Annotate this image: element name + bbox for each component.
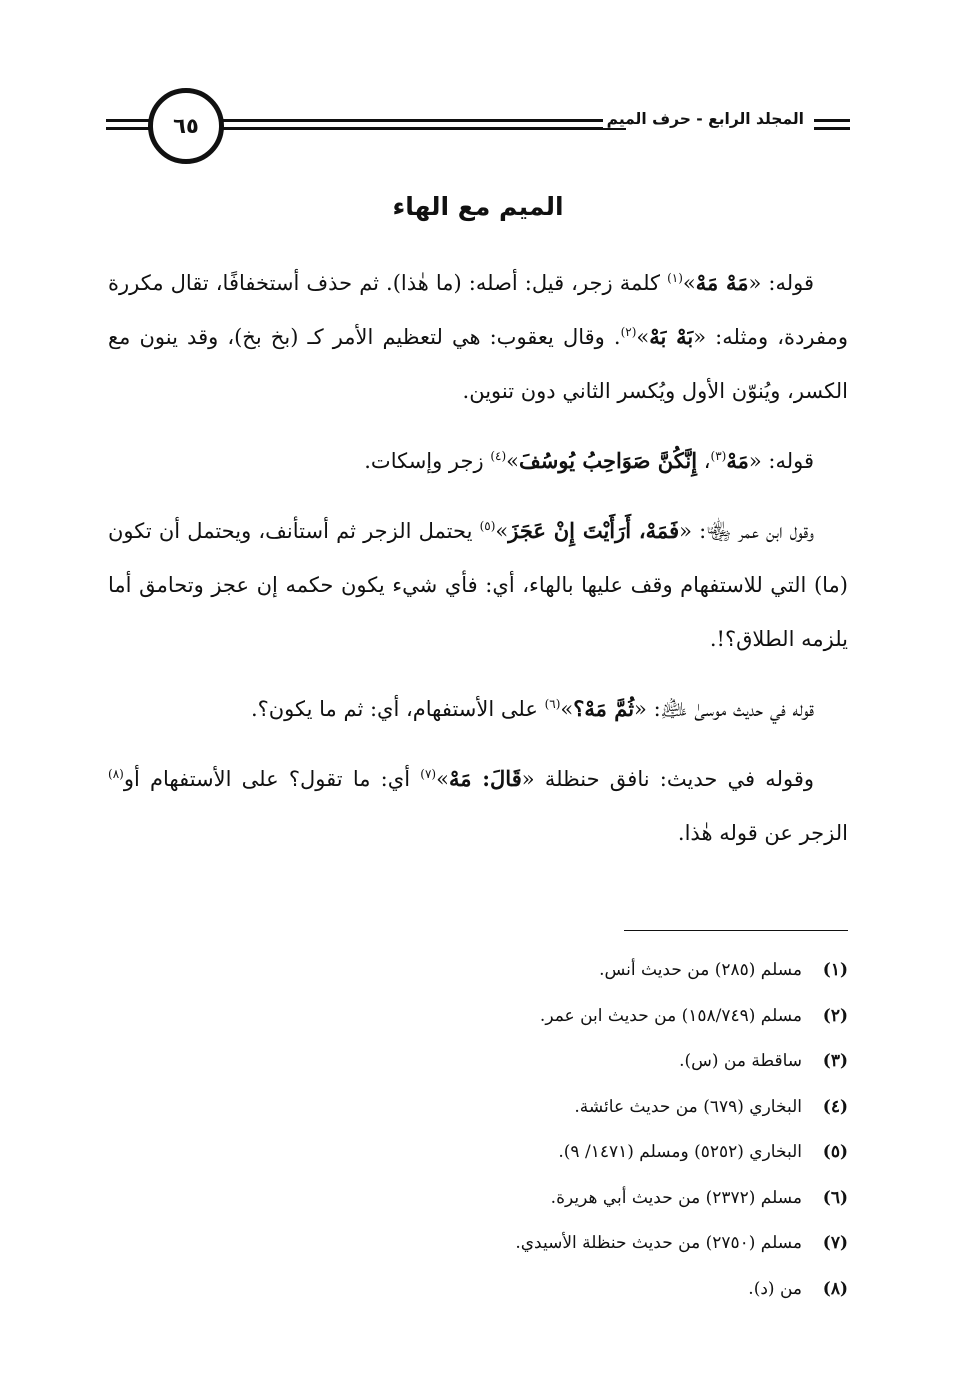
footnote-number: (٨) [822,1278,848,1299]
footnote-text: مسلم (١٥٨/٧٤٩) من حديث ابن عمر. [539,1005,802,1026]
text-run: » [636,325,650,349]
text-run: قوله: « [748,271,814,295]
text-run: وقوله في حديث: نافق حنظلة « [521,767,814,791]
text-run: أي: ما تقول؟ على الأستفهام أو [123,767,421,791]
section-title: الميم مع الهاء [392,192,564,221]
footnote-item [300,1221,848,1267]
page-number: ٦٥ [148,88,224,164]
paragraph [108,504,848,666]
text-run: قوله في حديث موسىٰ ﵇: « [634,697,814,721]
footnote-number: (٢) [822,1005,848,1026]
quoted-term: مَهْ مَهْ [695,270,749,295]
footnote-ref[interactable]: (٧) [420,767,437,781]
text-run: ، [697,449,711,473]
footnote-text: ساقطة من (س). [679,1051,802,1071]
footnote-number: (٧) [822,1233,848,1253]
text-run: » [560,697,574,721]
footnote-text: مسلم (٢٧٥٠) من حديث حنظلة الأسيدي. [515,1233,802,1253]
quoted-term: فَمَهْ، أَرَأَيْتَ إِنْ عَجَزَ [508,518,680,543]
text-run: وقول ابن عمر ﵄: « [679,519,814,543]
text-run: يحتمل الزجر ثم أستأنف، ويحتمل أن تكون (ما) التي للاستفهام وقف عليها بالهاء، أي: فأي شيء يكون حكمه إن عجز وتحامق أما يلزمه الطلاق؟!. [108,519,848,651]
footnote-item [300,994,848,1040]
main-text [108,256,848,876]
header-rule-right [814,119,850,130]
text-run: » [495,519,509,543]
footnote-ref[interactable]: (٤) [490,449,507,463]
footnote-separator [624,930,848,931]
footnote-number: (٣) [822,1051,848,1071]
footnote-text: مسلم (٢٨٥) من حديث أنس. [599,960,802,980]
text-run: كلمة زجر، قيل: أصله: (ما هٰذا). ثم حذف أستخفافًا، تقال مكررة ومفردة، ومثله: « [108,271,848,349]
text-run: على الأستفهام، أي: ثم ما يكون؟. [250,697,545,721]
footnote-text: البخاري (٥٢٥٢) ومسلم (١٤٧١/ ٩). [558,1142,802,1162]
footnote-ref[interactable]: (٣) [710,449,727,463]
footnote-text: مسلم (٢٣٧٢) من حديث أبي هريرة. [550,1187,802,1208]
running-title: المجلد الرابع - حرف الميم [603,110,808,128]
paragraph [108,752,848,860]
footnotes-list [300,948,848,1312]
running-header [106,86,850,168]
paragraph [108,434,848,488]
footnote-number: (٤) [822,1096,848,1117]
quoted-term: بَهْ بَهْ [649,324,694,349]
footnote-item [300,1267,848,1313]
text-run: » [436,767,449,791]
text-run: » [506,449,520,473]
quoted-term: قَالَ: مَهْ [448,766,522,791]
footnote-item [300,1176,848,1222]
paragraph [108,256,848,418]
footnote-item [300,1039,848,1085]
quoted-term: ثُمَّ مَهْ؟ [573,696,635,721]
text-run: الزجر عن قوله هٰذا. [677,821,848,845]
footnote-text: البخاري (٦٧٩) من حديث عائشة. [574,1096,802,1117]
footnote-number: (٥) [822,1142,848,1162]
paragraph [108,682,848,736]
footnote-ref[interactable]: (١) [667,271,683,285]
footnote-item [300,948,848,994]
footnote-item [300,1085,848,1131]
footnote-text: من (د). [748,1278,802,1299]
footnote-ref[interactable]: (٨) [108,767,124,781]
footnote-ref[interactable]: (٦) [544,697,561,711]
text-run: » [682,271,696,295]
footnote-number: (٦) [822,1187,848,1208]
quoted-term: إِنَّكُنَّ صَوَاحِبُ يُوسُفَ [519,448,698,473]
text-run: زجر وإسكات. [364,449,491,473]
footnote-ref[interactable]: (٢) [620,325,637,339]
footnote-item [300,1130,848,1176]
header-rule-middle [218,119,626,130]
footnote-ref[interactable]: (٥) [479,519,496,533]
quoted-term: مَهْ [726,448,749,473]
text-run: . وقال يعقوب: هي لتعظيم الأمر كـ (بخ بخ)، وقد ينون مع الكسر، ويُنوّن الأول ويُكسر الثاني دون تنوين. [108,325,848,403]
footnote-number: (١) [822,960,848,980]
text-run: قوله: « [748,449,814,473]
